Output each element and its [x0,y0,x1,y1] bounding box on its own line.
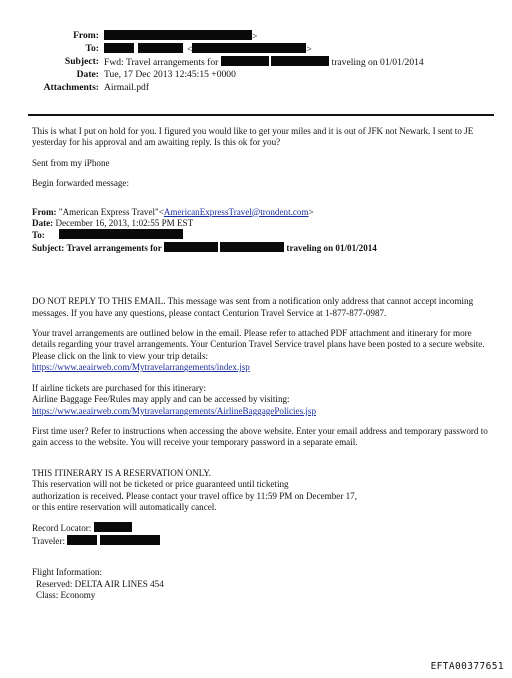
subject-label: Subject: [64,56,99,67]
redaction-block [192,43,306,53]
to-label: To: [85,43,99,54]
email-header [0,30,512,95]
forwarded-subject-row [32,242,492,254]
redaction-block [164,242,218,252]
flight-info-label: Flight Information: [32,567,102,578]
reservation-notice: THIS ITINERARY IS A RESERVATION ONLY. This reservation will not be ticketed or price guaranteed until ticketing authorization is received. Please contact your travel office by 11:59 PM on December 17, or this entire reservation will automatically cancel. [32,468,492,514]
sent-from-line: Sent from my iPhone [32,157,110,168]
date-label: Date: [76,69,99,80]
header-to-row: To: < > [85,43,312,55]
forwarded-subject-label: Subject: [32,242,65,253]
redaction-block [59,229,183,239]
forwarded-subject-prefix: Travel arrangements for [66,242,162,253]
forwarded-from-name: "American Express Travel" [58,206,159,217]
forwarded-header [32,207,492,255]
airline-paragraph: If airline tickets are purchased for this itinerary: Airline Baggage Fee/Rules may apply and can be accessed by visiting: https://www.aeairweb.com/Mytravelarrangements/AirlineBaggagePolicies.jsp [32,383,492,417]
header-from-row: From: > [73,30,258,42]
redaction-block [221,56,269,66]
attachments-label: Attachments: [43,82,99,93]
arrangements-paragraph: Your travel arrangements are outlined below in the email. Please refer to attached PDF attachment and itinerary for more details regarding your travel arrangements. Your Centurion Travel Service travel plans have been posted to a secure website. Please click on the link to view your trip details: https://www.aeairweb.com/Mytravelarrangements/index.jsp [32,328,492,374]
intro-paragraph: This is what I put on hold for you. I figured you would like to get your miles and it is out of JFK not Newark. I sent to JE yesterday for his approval and am awaiting reply. Is this ok for you? [32,126,474,148]
forwarded-date-row [32,218,492,229]
attachment-link[interactable]: Airmail.pdf [104,82,150,93]
header-date-row [0,69,512,82]
redaction-block [104,43,134,53]
record-locator-row: Record Locator: [32,522,492,534]
do-not-reply-paragraph: DO NOT REPLY TO THIS EMAIL. This message was sent from a notification only address that cannot accept incoming messages. If you have any questions, please contact Centurion Travel Service at 1-877-877-0987. [32,296,474,318]
forwarded-to-row [32,229,492,241]
redaction-block [67,535,97,545]
traveler-row: Traveler: [32,535,492,547]
redaction-block [100,535,160,545]
forwarded-date-value: December 16, 2013, 1:02:55 PM EST [55,218,194,229]
email-body [32,126,492,601]
from-label: From: [73,30,99,41]
redaction-block [220,242,284,252]
first-time-paragraph: First time user? Refer to instructions when accessing the above website. Enter your email address and temporary password to gain access to the website. You will receive your temporary password in a separate email. [32,425,488,448]
header-attachments-row [0,82,512,95]
date-value: Tue, 17 Dec 2013 12:45:15 +0000 [104,69,236,80]
forwarded-date-label: Date: [32,218,54,229]
begin-forwarded-line: Begin forwarded message: [32,178,129,189]
forwarded-from-email-link[interactable]: AmericanExpressTravel@trondent.com [163,206,309,217]
subject-prefix: Fwd: Travel arrangements for [104,57,219,68]
redaction-block [271,56,329,66]
forwarded-from-row: From: "American Express Travel"<AmericanExpressTravel@trondent.com> [32,206,314,217]
class-line: Class: Economy [36,589,96,600]
document-id-stamp: EFTA00377651 [430,661,504,672]
reserved-line: Reserved: DELTA AIR LINES 454 [36,578,164,589]
forwarded-subject-suffix: traveling on 01/01/2014 [286,242,377,253]
forwarded-from-label: From: [32,206,57,217]
header-divider [28,114,494,116]
header-subject-row [0,56,512,69]
baggage-policies-link[interactable]: https://www.aeairweb.com/Mytravelarrangements/AirlineBaggagePolicies.jsp [32,405,317,416]
flight-information [32,567,492,601]
trip-details-link[interactable]: https://www.aeairweb.com/Mytravelarrangements/index.jsp [32,362,250,373]
reservation-title: THIS ITINERARY IS A RESERVATION ONLY. [32,467,212,478]
redaction-block [94,522,132,532]
subject-suffix: traveling on 01/01/2014 [331,57,424,68]
redaction-block [104,30,252,40]
forwarded-to-label: To: [32,230,45,241]
redaction-block [138,43,183,53]
traveler-block [32,522,492,547]
